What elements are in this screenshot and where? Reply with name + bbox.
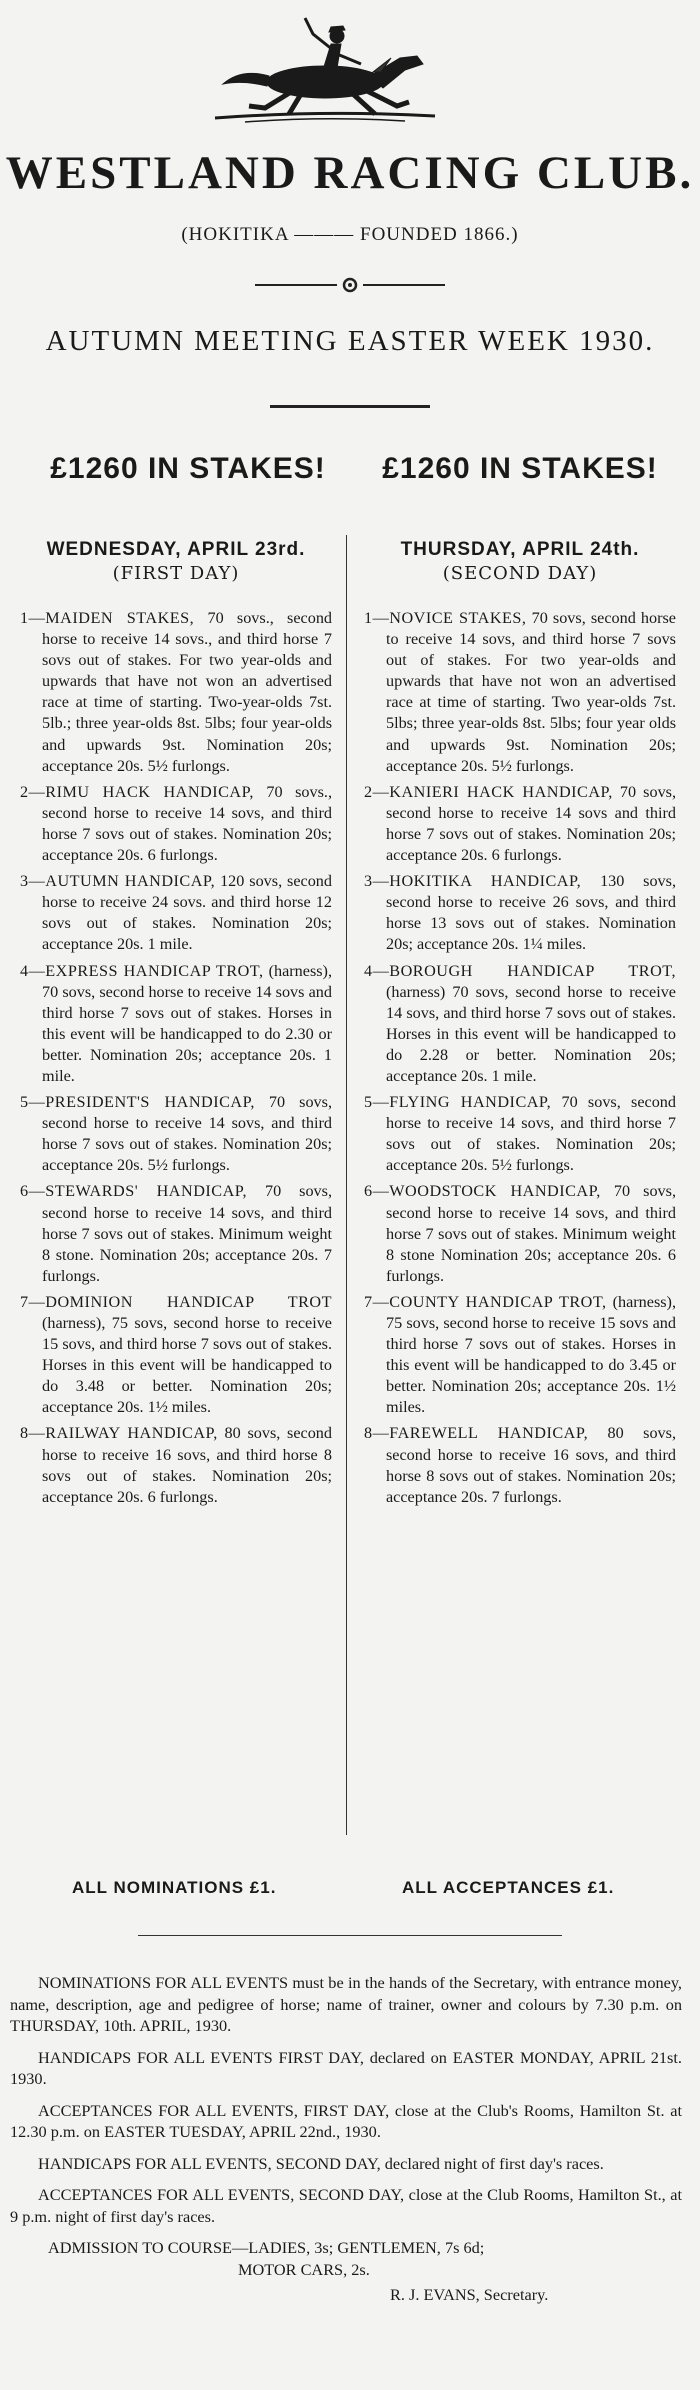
race-entry xyxy=(364,871,676,955)
stakes-heading-right: £1260 IN STAKES! xyxy=(382,452,658,485)
race-entry xyxy=(20,871,332,955)
race-name: 4—EXPRESS HANDICAP TROT, xyxy=(20,961,264,980)
secretary-signature: R. J. EVANS, Secretary. xyxy=(390,2285,549,2304)
stakes-heading-left: £1260 IN STAKES! xyxy=(50,452,326,485)
race-details: (harness), 70 sovs, second horse to receive 14 sovs and third horse 7 sovs out of stakes. Horses in this event will be handicapped to do 2.30 or better. Nomination 20s; acceptance 20s. 1 mile. xyxy=(42,961,332,1085)
first-day-title: WEDNESDAY, APRIL 23rd. xyxy=(46,539,306,560)
race-details: 130 sovs, second horse to receive 26 sovs, and third horse 13 sovs out of stakes. Nomination 20s; acceptance 20s. 1¼ miles. xyxy=(386,872,677,954)
race-name: 3—AUTUMN HANDICAP, xyxy=(20,872,216,891)
race-details: 70 sovs, second horse to receive 14 sovs, and third horse 7 sovs out of stakes. Nomination 20s; acceptance 20s. 5½ furlongs. xyxy=(42,1093,332,1175)
race-details: 80 sovs, second horse to receive 16 sovs, and third horse 8 sovs out of stakes. Nomination 20s; acceptance 20s. 6 furlongs. xyxy=(42,1424,332,1506)
race-entry xyxy=(364,961,676,1088)
race-details: 70 sovs, second horse to receive 14 sovs, and third horse 7 sovs out of stakes. Minimum weight 8 stone. Nomination 20s; acceptance 20s. 7 furlongs. xyxy=(42,1182,333,1285)
notice-paragraph: NOMINATIONS FOR ALL EVENTS must be in the hands of the Secretary, with entrance money, name, description, age and pedigree of horse; name of trainer, owner and colours by 7.30 p.m. on THURSDAY, 10th. APRIL, 1930. xyxy=(10,1973,682,2035)
race-entry xyxy=(364,608,676,777)
second-day-title: THURSDAY, APRIL 24th. xyxy=(400,539,640,560)
all-acceptances-fee: ALL ACCEPTANCES £1. xyxy=(402,1878,615,1897)
first-day-subtitle: (FIRST DAY) xyxy=(112,563,240,584)
race-name: 6—STEWARDS' HANDICAP, xyxy=(20,1182,248,1201)
notice-paragraph: HANDICAPS FOR ALL EVENTS, SECOND DAY, declared night of first day's races. xyxy=(38,2153,604,2173)
first-day-column xyxy=(20,538,332,1513)
race-details: 80 sovs, second horse to receive 16 sovs, and third horse 8 sovs out of stakes. Nomination 20s; acceptance 20s. 7 furlongs. xyxy=(386,1424,676,1506)
race-name: 6—WOODSTOCK HANDICAP, xyxy=(364,1182,601,1201)
race-name: 1—MAIDEN STAKES, xyxy=(20,609,195,627)
motor-cars-price: MOTOR CARS, 2s. xyxy=(238,2259,370,2279)
race-details: 70 sovs, second horse to receive 14 sovs, and third horse 7 sovs out of stakes. Minimum weight 8 stone Nomination 20s; acceptance 20s. 6 furlongs. xyxy=(386,1182,676,1285)
race-entry xyxy=(20,961,332,1088)
admission-prices: ADMISSION TO COURSE—LADIES, 3s; GENTLEMEN, 7s 6d; xyxy=(48,2238,485,2257)
second-day-subtitle: (SECOND DAY) xyxy=(442,563,598,584)
all-nominations-fee: ALL NOMINATIONS £1. xyxy=(72,1878,277,1897)
ornament-divider xyxy=(255,276,445,294)
founded-line: (HOKITIKA ——— FOUNDED 1866.) xyxy=(181,224,519,245)
race-name: 8—FAREWELL HANDICAP, xyxy=(364,1424,589,1443)
race-name: 7—COUNTY HANDICAP TROT, xyxy=(364,1292,607,1311)
race-name: 5—PRESIDENT'S HANDICAP, xyxy=(20,1093,255,1112)
column-divider xyxy=(346,535,347,1835)
race-name: 1—NOVICE STAKES, xyxy=(364,609,527,627)
race-entry xyxy=(364,1092,676,1176)
race-name: 8—RAILWAY HANDICAP, xyxy=(20,1424,218,1443)
race-name: 7—DOMINION HANDICAP TROT xyxy=(20,1292,332,1311)
race-details: 70 sovs., second horse to receive 14 sovs, and third horse 7 sovs out of stakes. Nomination 20s; acceptance 20s. 6 furlongs. xyxy=(42,782,333,865)
race-details: 120 sovs, second horse to receive 24 sovs. and third horse 12 sovs out of stakes. Nomination 20s; acceptance 20s. 1 mile. xyxy=(42,872,332,954)
race-entry xyxy=(364,782,676,866)
race-details: 70 sovs, second horse to receive 14 sovs and third horse 7 sovs out of stakes. Nomination 20s; acceptance 20s. 6 furlongs. xyxy=(386,782,677,865)
race-name: 5—FLYING HANDICAP, xyxy=(364,1093,552,1112)
race-name: 2—RIMU HACK HANDICAP, xyxy=(20,782,254,801)
race-entry xyxy=(20,1181,332,1286)
race-details: 70 sovs, second horse to receive 14 sovs, and third horse 7 sovs out of stakes. Nomination 20s; acceptance 20s. 5½ furlongs. xyxy=(386,1093,676,1175)
short-rule xyxy=(270,405,430,408)
race-details: 70 sovs., second horse to receive 14 sovs., and third horse 7 sovs out of stakes. For two year-olds and upwards that have not won an advertised race at time of starting. Two-year-olds 7st. 5lb.; three year-olds 8st. 5lbs; four year-olds and upwards 9st. Nomination 20s; acceptance 20s. 5½ furlongs. xyxy=(42,609,333,775)
race-name: 2—KANIERI HACK HANDICAP, xyxy=(364,782,613,801)
race-entry xyxy=(20,608,332,777)
notices-section xyxy=(10,1972,682,2306)
race-details: (harness), 75 sovs, second horse to receive 15 sovs, and third horse 7 sovs out of stakes. Horses in this event will be handicapped to do 3.48 or better. Nomination 20s; acceptance 20s. 1½ miles. xyxy=(42,1314,332,1417)
race-entry xyxy=(364,1292,676,1419)
race-entry xyxy=(20,1423,332,1507)
notice-paragraph: HANDICAPS FOR ALL EVENTS FIRST DAY, declared on EASTER MONDAY, APRIL 21st. 1930. xyxy=(10,2047,682,2088)
race-entry xyxy=(364,1423,676,1507)
horse-racing-jockey-icon xyxy=(205,10,445,130)
second-day-column xyxy=(364,538,676,1513)
race-entry xyxy=(20,782,332,866)
club-name: WESTLAND RACING CLUB. xyxy=(5,147,695,199)
race-details: (harness) 70 sovs, second horse to receive 14 sovs, and third horse 7 sovs out of stakes. Horses in this event will be handicapped to do 2.28 or better. Nomination 20s; acceptance 20s. 1 mile. xyxy=(386,982,676,1085)
meeting-title: AUTUMN MEETING EASTER WEEK 1930. xyxy=(45,325,655,357)
race-details: 70 sovs, second horse to receive 14 sovs, and third horse 7 sovs out of stakes. For two year-olds and upwards that have not won an advertised race at time of starting. Two year-olds 7st. 5lbs; three year-olds 8st. 5lbs; four year olds and upwards 9st. Nomination 20s; acceptance 20s. 5½ furlongs. xyxy=(386,609,676,775)
race-entry xyxy=(20,1292,332,1419)
race-entry xyxy=(364,1181,676,1286)
section-divider xyxy=(138,1935,562,1936)
race-name: 3—HOKITIKA HANDICAP, xyxy=(364,872,582,891)
notice-paragraph: ACCEPTANCES FOR ALL EVENTS, SECOND DAY, close at the Club Rooms, Hamilton St., at 9 p.m. night of first day's races. xyxy=(10,2185,682,2226)
notice-paragraph: ACCEPTANCES FOR ALL EVENTS, FIRST DAY, close at the Club's Rooms, Hamilton St. at 12.30 p.m. on EASTER TUESDAY, APRIL 22nd., 1930. xyxy=(10,2100,682,2141)
race-entry xyxy=(20,1092,332,1176)
race-details: (harness), 75 sovs, second horse to receive 15 sovs and third horse 7 sovs out of stakes. Horses in this event will be handicapped to do 3.45 or better. Nomination 20s; acceptance 20s. 1½ miles. xyxy=(386,1292,676,1417)
race-name: 4—BOROUGH HANDICAP TROT, xyxy=(364,961,676,980)
